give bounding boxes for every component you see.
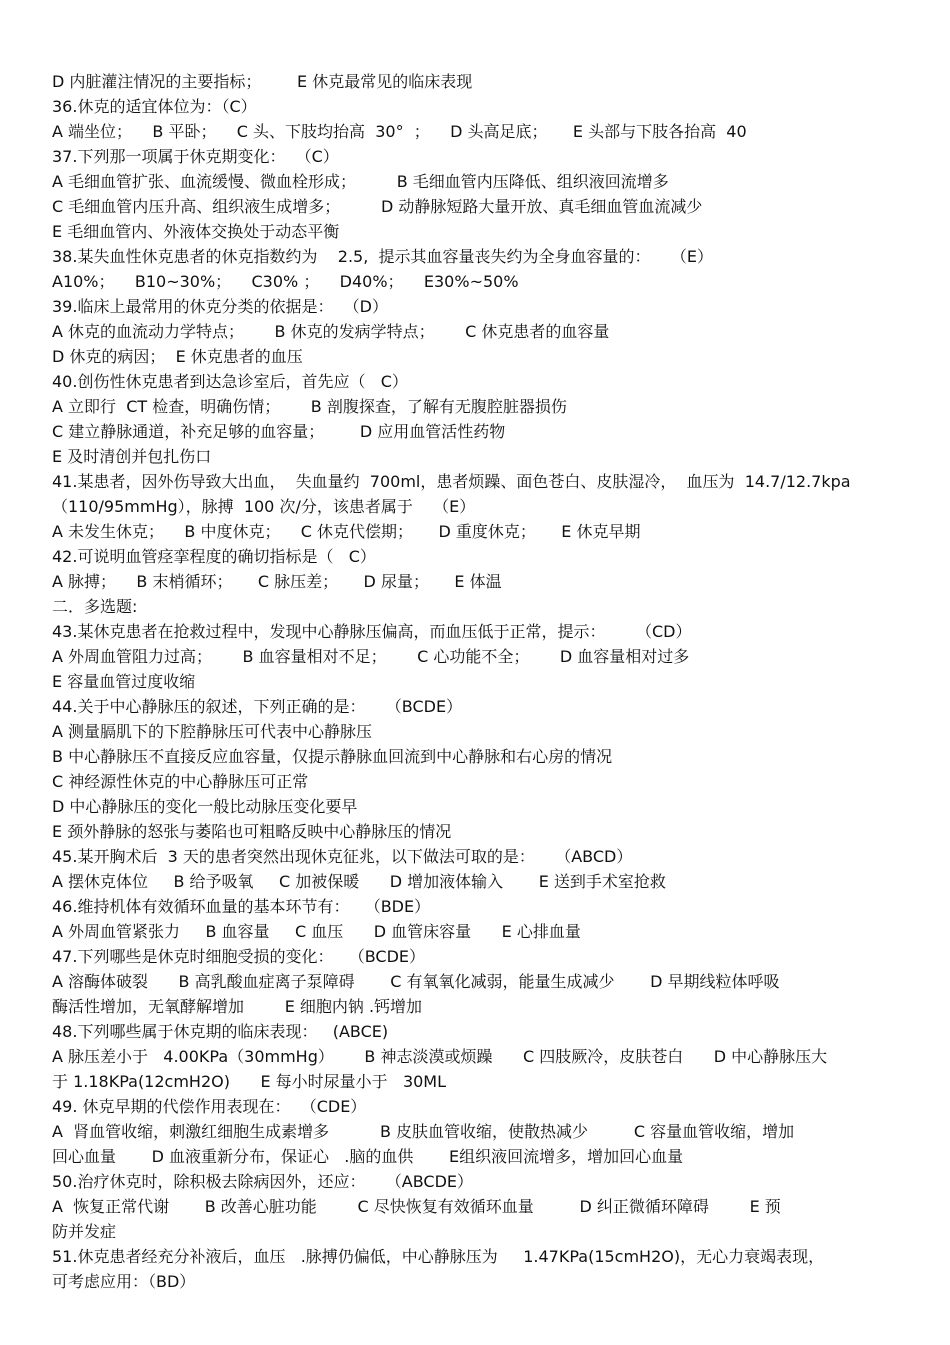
question-43: 43.某休克患者在抢救过程中，发现中心静脉压偏高，而血压低于正常，提示： （CD） bbox=[52, 622, 692, 641]
text-line: A 脉压差小于 4.00KPa（30mmHg） B 神志淡漠或烦躁 C 四肢厥冷，皮肤苍白 D 中心静脉压大 bbox=[52, 1047, 828, 1066]
question-49: 49. 休克早期的代偿作用表现在： （CDE） bbox=[52, 1097, 367, 1116]
question-38: 38.某失血性休克患者的休克指数约为 2.5, 提示其血容量丧失约为全身血容量的： （E） bbox=[52, 247, 713, 266]
text-line: （110/95mmHg），脉搏 100 次/分，该患者属于 （E） bbox=[52, 497, 476, 516]
question-46: 46.维持机体有效循环血量的基本环节有： （BDE） bbox=[52, 897, 431, 916]
text-line: A 脉搏； B 末梢循环； C 脉压差； D 尿量； E 体温 bbox=[52, 572, 502, 591]
question-40: 40.创伤性休克患者到达急诊室后，首先应（ C） bbox=[52, 372, 408, 391]
question-37: 37.下列那一项属于休克期变化： （C） bbox=[52, 147, 339, 166]
text-line: D 休克的病因； E 休克患者的血压 bbox=[52, 347, 303, 366]
question-48: 48.下列哪些属于休克期的临床表现： (ABCE) bbox=[52, 1022, 389, 1041]
text-line: A 休克的血流动力学特点； B 休克的发病学特点； C 休克患者的血容量 bbox=[52, 322, 610, 341]
question-50: 50.治疗休克时，除积极去除病因外，还应： （ABCDE） bbox=[52, 1172, 474, 1191]
text-line: E 及时清创并包扎伤口 bbox=[52, 447, 212, 466]
text-line: D 内脏灌注情况的主要指标； E 休克最常见的临床表现 bbox=[52, 72, 473, 91]
text-line: A10%； B10~30%； C30% ； D40%； E30%~50% bbox=[52, 272, 519, 291]
text-line: E 容量血管过度收缩 bbox=[52, 672, 196, 691]
text-line: A 毛细血管扩张、血流缓慢、微血栓形成； B 毛细血管内压降低、组织液回流增多 bbox=[52, 172, 669, 191]
question-41: 41.某患者，因外伤导致大出血， 失血量约 700ml，患者烦躁、面色苍白、皮肤湿冷， 血压为 14.7/12.7kpa bbox=[52, 472, 851, 491]
text-line: 防并发症 bbox=[52, 1222, 117, 1241]
text-line: A 外周血管紧张力 B 血容量 C 血压 D 血管床容量 E 心排血量 bbox=[52, 922, 581, 941]
text-line: B 中心静脉压不直接反应血容量，仅提示静脉血回流到中心静脉和右心房的情况 bbox=[52, 747, 613, 766]
text-line: A 测量膈肌下的下腔静脉压可代表中心静脉压 bbox=[52, 722, 373, 741]
text-line: E 毛细血管内、外液体交换处于动态平衡 bbox=[52, 222, 340, 241]
text-line: E 颈外静脉的怒张与萎陷也可粗略反映中心静脉压的情况 bbox=[52, 822, 452, 841]
text-line: A 外周血管阻力过高； B 血容量相对不足； C 心功能不全； D 血容量相对过多 bbox=[52, 647, 690, 666]
text-line: C 毛细血管内压升高、组织液生成增多； D 动静脉短路大量开放、真毛细血管血流减少 bbox=[52, 197, 703, 216]
question-42: 42.可说明血管痉挛程度的确切指标是（ C） bbox=[52, 547, 376, 566]
text-line: A 肾血管收缩，刺激红细胞生成素增多 B 皮肤血管收缩，使散热减少 C 容量血管收缩，增加 bbox=[52, 1122, 795, 1141]
question-51: 51.休克患者经充分补液后，血压 .脉搏仍偏低，中心静脉压为 1.47KPa(15cmH2O)，无心力衰竭表现， bbox=[52, 1247, 825, 1266]
question-39: 39.临床上最常用的休克分类的依据是： （D） bbox=[52, 297, 388, 316]
text-line: 回心血量 D 血液重新分布，保证心 .脑的血供 E组织液回流增多，增加回心血量 bbox=[52, 1147, 684, 1166]
text-line: A 端坐位； B 平卧； C 头、下肢均抬高 30° ； D 头高足底； E 头部与下肢各抬高 40 bbox=[52, 122, 747, 141]
text-line: 可考虑应用：（BD） bbox=[52, 1272, 196, 1291]
text-line: A 溶酶体破裂 B 高乳酸血症离子泵障碍 C 有氧氧化减弱，能量生成减少 D 早期线粒体呼吸 bbox=[52, 972, 780, 991]
text-line: 酶活性增加，无氧酵解增加 E 细胞内钠 .钙增加 bbox=[52, 997, 423, 1016]
question-44: 44.关于中心静脉压的叙述，下列正确的是： （BCDE） bbox=[52, 697, 463, 716]
question-47: 47.下列哪些是休克时细胞受损的变化： （BCDE） bbox=[52, 947, 426, 966]
question-36: 36.休克的适宜体位为：（C） bbox=[52, 97, 257, 116]
text-line: C 建立静脉通道，补充足够的血容量； D 应用血管活性药物 bbox=[52, 422, 506, 441]
question-45: 45.某开胸术后 3 天的患者突然出现休克征兆，以下做法可取的是： （ABCD） bbox=[52, 847, 633, 866]
text-line: A 摆休克体位 B 给予吸氧 C 加被保暖 D 增加液体输入 E 送到手术室抢救 bbox=[52, 872, 666, 891]
text-line: 于 1.18KPa(12cmH2O) E 每小时尿量小于 30ML bbox=[52, 1072, 447, 1091]
text-line: A 恢复正常代谢 B 改善心脏功能 C 尽快恢复有效循环血量 D 纠正微循环障碍 E 预 bbox=[52, 1197, 781, 1216]
section-heading: 二．多选题: bbox=[52, 597, 138, 616]
text-line: A 立即行 CT 检查，明确伤情； B 剖腹探查，了解有无腹腔脏器损伤 bbox=[52, 397, 567, 416]
text-line: A 未发生休克； B 中度休克； C 休克代偿期； D 重度休克； E 休克早期 bbox=[52, 522, 641, 541]
text-line: C 神经源性休克的中心静脉压可正常 bbox=[52, 772, 309, 791]
text-line: D 中心静脉压的变化一般比动脉压变化要早 bbox=[52, 797, 358, 816]
